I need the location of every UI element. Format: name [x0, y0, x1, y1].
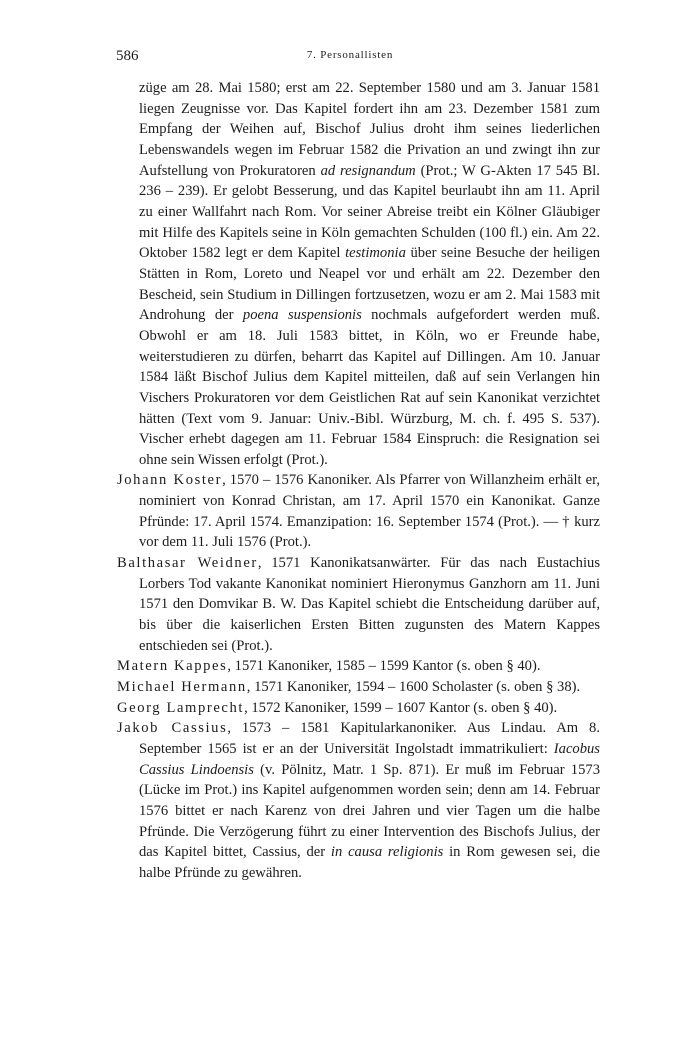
person-name: Matern Kappes: [117, 658, 228, 675]
person-entry: [117, 698, 600, 719]
latin-term: poena suspensionis: [242, 307, 362, 324]
entry-text: (v. Pölnitz, Matr. 1 Sp. 871). Er muß im Februar 1573 (Lücke im Prot.) ins Kapitel aufgenommen worden sein; denn am 14. Februar 1576 bittet er nach Karenz von drei Jahren und vier Tagen um die halbe Pfründe. Die Verzögerung führt zu einer Intervention des Bischofs Julius, der das Kapitel bittet, Cassius, der: [139, 761, 600, 861]
entry-text: , 1572 Kanoniker, 1599 – 1607 Kantor (s. oben § 40).: [244, 699, 558, 716]
page-number: 586: [116, 48, 139, 64]
text-segment: nochmals aufgefordert werden muß. Obwohl er am 18. Juli 1583 bittet, in Köln, wo er Freunde habe, weiterstudieren zu dürfen, beharrt das Kapitel auf Dillingen. Am 10. Januar 1584 läßt Bischof Julius dem Kapitel mitteilen, daß auf sein Verlangen hin Vischers Prokuratoren vor dem Geistlichen Rat auf sein Kanonikat verzichtet hätten (Text vom 9. Januar: Univ.-Bibl. Würzburg, M. ch. f. 495 S. 537). Vischer erhebt dagegen am 11. Februar 1584 Einspruch: die Resignation sei ohne sein Wissen erfolgt (Prot.).: [139, 307, 600, 468]
entry-text: , 1571 Kanoniker, 1594 – 1600 Scholaster (s. oben § 38).: [246, 679, 581, 696]
entry-text: , 1573 – 1581 Kapitularkanoniker. Aus Lindau. Am 8. September 1565 ist er an der Universität Ingolstadt immatrikuliert:: [139, 720, 600, 757]
person-name: Jakob Cassius: [117, 720, 228, 737]
latin-term: in causa religionis: [330, 844, 444, 861]
body-text: [117, 78, 600, 884]
person-entry: [117, 553, 600, 656]
text-segment: (Prot.; W G-Akten 17 545 Bl. 236 – 239). Er gelobt Besserung, und das Kapitel beurlaubt ihn am 11. April zu einer Wallfahrt nach Rom. Vor seiner Abreise treibt ein Kölner Gläubiger mit Hilfe des Kapitels seine in Köln gemachten Schulden (100 fl.) ein. Am 22. Oktober 1582 legt er dem Kapitel: [139, 162, 600, 262]
latin-term: testimonia: [345, 245, 406, 262]
text-segment: über seine Besuche der heiligen Stätten in Rom, Loreto und Neapel vor und erhält am 22. Dezember den Bescheid, sein Studium in Dillingen fortzusetzen, wozu er am 2. Mai 1583 mit Androhung der: [139, 245, 600, 324]
person-entry: [117, 718, 600, 883]
entry-text: , 1570 – 1576 Kanoniker. Als Pfarrer von Willanzheim erhält er, nominiert von Konrad Christan, am 17. April 1570 ein Kanonikat. Ganze Pfründe: 17. April 1574. Emanzipation: 16. September 1574 (Prot.). — † kurz vor dem 11. Juli 1576 (Prot.).: [139, 472, 600, 551]
person-entry: [117, 677, 600, 698]
person-name: Johann Koster: [117, 472, 223, 489]
entry-text: , 1571 Kanoniker, 1585 – 1599 Kantor (s. oben § 40).: [227, 658, 541, 675]
running-head: 7. Personallisten: [306, 49, 394, 61]
latin-term: Iacobus Cassius Lindoensis: [139, 741, 600, 778]
person-entry: [117, 470, 600, 553]
continuation-paragraph: [117, 78, 600, 470]
entry-text: , 1571 Kanonikatsanwärter. Für das nach Eustachius Lorbers Tod vakante Kanonikat nominiert Hieronymus Ganzhorn am 11. Juni 1571 den Domvikar B. W. Das Kapitel schiebt die Entscheidung darüber auf, bis über die kaiserlichen Ersten Bitten zugunsten des Matern Kappes entschieden sei (Prot.).: [139, 555, 600, 654]
person-entry: [117, 656, 600, 677]
person-name: Balthasar Weidner: [117, 555, 258, 572]
person-name: Georg Lamprecht: [117, 699, 245, 716]
entry-text: in Rom gewesen sei, die halbe Pfründe zu gewähren.: [139, 844, 600, 881]
latin-term: ad resignandum: [320, 162, 416, 179]
person-name: Michael Hermann: [117, 679, 247, 696]
text-segment: züge am 28. Mai 1580; erst am 22. September 1580 und am 3. Januar 1581 liegen Zeugnisse vor. Das Kapitel fordert ihn am 23. Dezember 1581 zum Empfang der Weihen auf, Bischof Julius droht ihm seines liederlichen Lebenswandels wegen im Februar 1582 die Privation an und zwingt ihn zur Aufstellung von Prokuratoren: [139, 80, 600, 179]
